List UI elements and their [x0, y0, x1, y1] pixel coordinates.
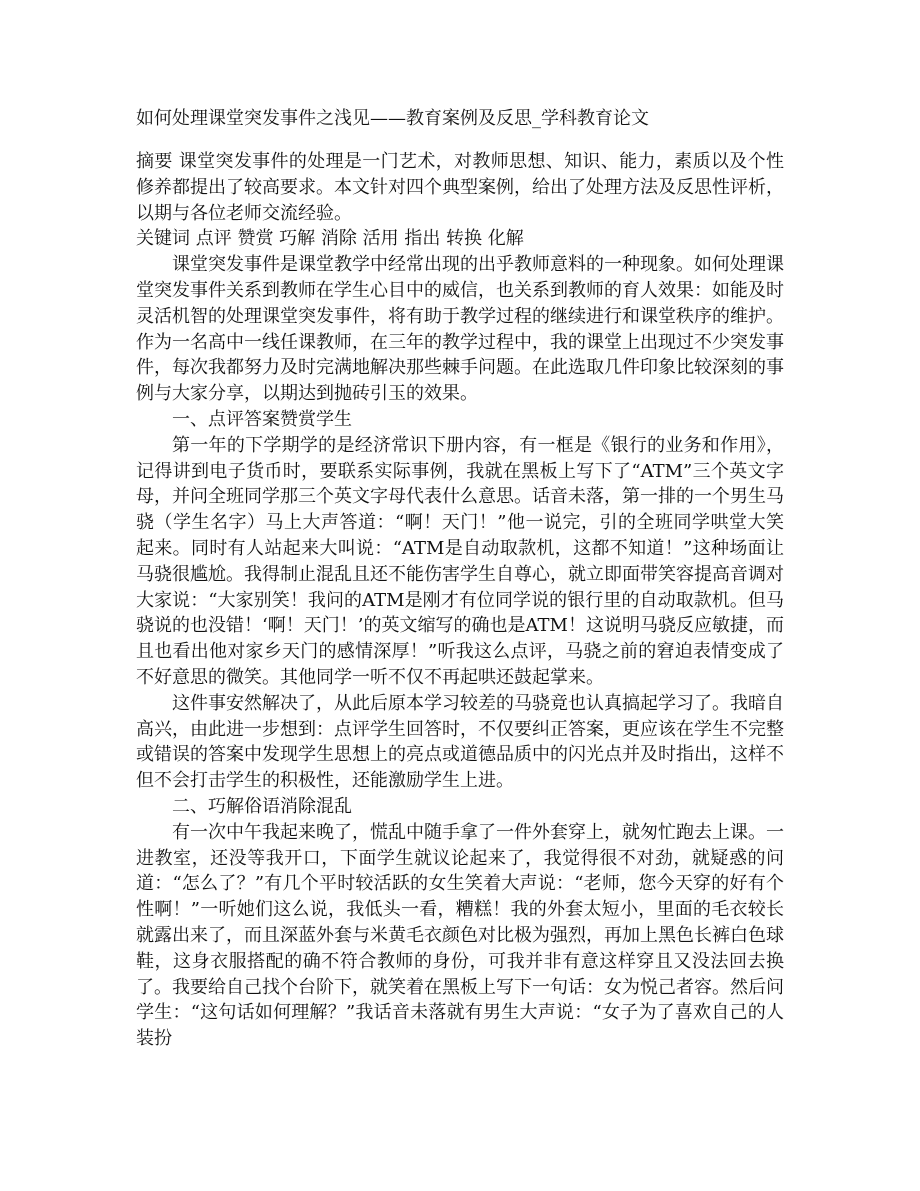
intro-paragraph: 课堂突发事件是课堂教学中经常出现的出乎教师意料的一种现象。如何处理课堂突发事件关系到教师在学生心目中的威信，也关系到教师的育人效果：如能及时灵活机智的处理课堂突发事件，将有助于教学过程的继续进行和课堂秩序的维护。作为一名高中一线任课教师，在三年的教学过程中，我的课堂上出现过不少突发事件，每次我都努力及时完满地解决那些棘手问题。在此选取几件印象比较深刻的事例与大家分享，以期达到抛砖引玉的效果。 [136, 254, 784, 405]
keywords-line: 关键词 点评 赞赏 巧解 消除 活用 指出 转换 化解 [136, 228, 524, 250]
section-heading-1: 一、点评答案赞赏学生 [172, 408, 352, 430]
body-paragraph: 有一次中午我起来晚了，慌乱中随手拿了一件外套穿上，就匆忙跑去上课。一进教室，还没等我开口，下面学生就议论起来了，我觉得很不对劲，就疑惑的问道：“怎么了？”有几个平时较活跃的女生笑着大声说：“老师，您今天穿的好有个性啊！”一听她们这么说，我低头一看，糟糕！我的外套太短小，里面的毛衣较长就露出来了，而且深蓝外套与米黄毛衣颜色对比极为强烈，再加上黑色长裤白色球鞋，这身衣服搭配的确不符合教师的身份，可我并非有意这样穿且又没法回去换了。我要给自己找个台阶下，就笑着在黑板上写下一句话：女为悦己者容。然后问学生：“这句话如何理解？”我话音未落就有男生大声说：“女子为了喜欢自己的人装扮 [136, 821, 784, 1050]
section-heading-2: 二、巧解俗语消除混乱 [172, 795, 352, 817]
abstract-paragraph: 摘要 课堂突发事件的处理是一门艺术，对教师思想、知识、能力，素质以及个性修养都提出了较高要求。本文针对四个典型案例，给出了处理方法及反思性评析，以期与各位老师交流经验。 [136, 151, 784, 224]
body-paragraph: 第一年的下学期学的是经济常识下册内容，有一框是《银行的业务和作用》，记得讲到电子货币时，要联系实际事例，我就在黑板上写下了“ATM”三个英文字母，并问全班同学那三个英文字母代表什么意思。话音未落，第一排的一个男生马骁（学生名字）马上大声答道：“啊！天门！”他一说完，引的全班同学哄堂大笑起来。同时有人站起来大叫说：“ATM是自动取款机，这都不知道！”这种场面让马骁很尴尬。我得制止混乱且还不能伤害学生自尊心，就立即面带笑容提高音调对大家说：“大家别笑！我问的ATM是刚才有位同学说的银行里的自动取款机。但马骁说的也没错！‘啊！天门！’的英文缩写的确也是ATM！这说明马骁反应敏捷，而且也看出他对家乡天门的感情深厚！”听我这么点评，马骁之前的窘迫表情变成了不好意思的微笑。其他同学一听不仅不再起哄还鼓起掌来。 [136, 434, 784, 688]
document-body [136, 149, 784, 1052]
document-title: 如何处理课堂突发事件之浅见——教育案例及反思_学科教育论文 [136, 108, 649, 129]
body-paragraph: 这件事安然解决了，从此后原本学习较差的马骁竟也认真搞起学习了。我暗自高兴，由此进一步想到：点评学生回答时，不仅要纠正答案，更应该在学生不完整或错误的答案中发现学生思想上的亮点或道德品质中的闪光点并及时指出，这样不但不会打击学生的积极性，还能激励学生上进。 [136, 692, 784, 792]
